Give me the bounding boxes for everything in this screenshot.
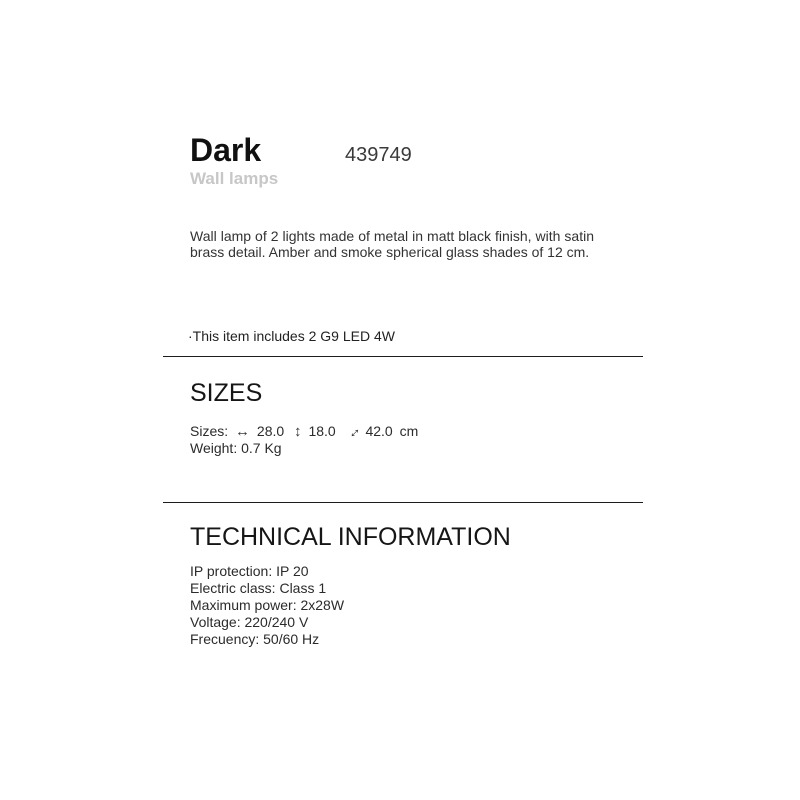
includes-note: ·This item includes 2 G9 LED 4W bbox=[188, 328, 395, 344]
sizes-unit: cm bbox=[399, 423, 419, 439]
section-divider-top bbox=[163, 356, 643, 357]
diagonal-arrow-icon: ↔ bbox=[341, 420, 365, 443]
sizes-label: Sizes: bbox=[190, 423, 229, 439]
tech-row-frequency: Frecuency: 50/60 Hz bbox=[190, 631, 320, 647]
sizes-row bbox=[190, 420, 419, 443]
height-arrow-icon: ↕ bbox=[294, 423, 302, 440]
height-value: 18.0 bbox=[308, 423, 336, 439]
width-arrow-icon: ↔ bbox=[235, 423, 251, 440]
product-title: Dark bbox=[190, 132, 262, 168]
tech-row-ip-protection: IP protection: IP 20 bbox=[190, 563, 309, 579]
product-code: 439749 bbox=[345, 144, 412, 166]
technical-section-heading: TECHNICAL INFORMATION bbox=[190, 523, 511, 551]
weight-label: Weight: bbox=[190, 440, 238, 456]
tech-row-electric-class: Electric class: Class 1 bbox=[190, 580, 327, 596]
diagonal-value: 42.0 bbox=[365, 423, 393, 439]
technical-rows bbox=[190, 563, 344, 648]
weight-row bbox=[190, 440, 282, 456]
tech-row-voltage: Voltage: 220/240 V bbox=[190, 614, 309, 630]
section-divider-bottom bbox=[163, 502, 643, 503]
width-value: 28.0 bbox=[256, 423, 285, 439]
tech-row-maximum-power: Maximum power: 2x28W bbox=[190, 597, 345, 613]
sizes-section-heading: SIZES bbox=[190, 379, 263, 407]
product-description: Wall lamp of 2 lights made of metal in matt black finish, with satin brass detail. Amber and smoke spherical glass shades of 12 cm. bbox=[190, 228, 594, 260]
weight-value: 0.7 Kg bbox=[241, 440, 282, 456]
product-category: Wall lamps bbox=[190, 169, 279, 188]
product-sheet bbox=[163, 0, 643, 800]
